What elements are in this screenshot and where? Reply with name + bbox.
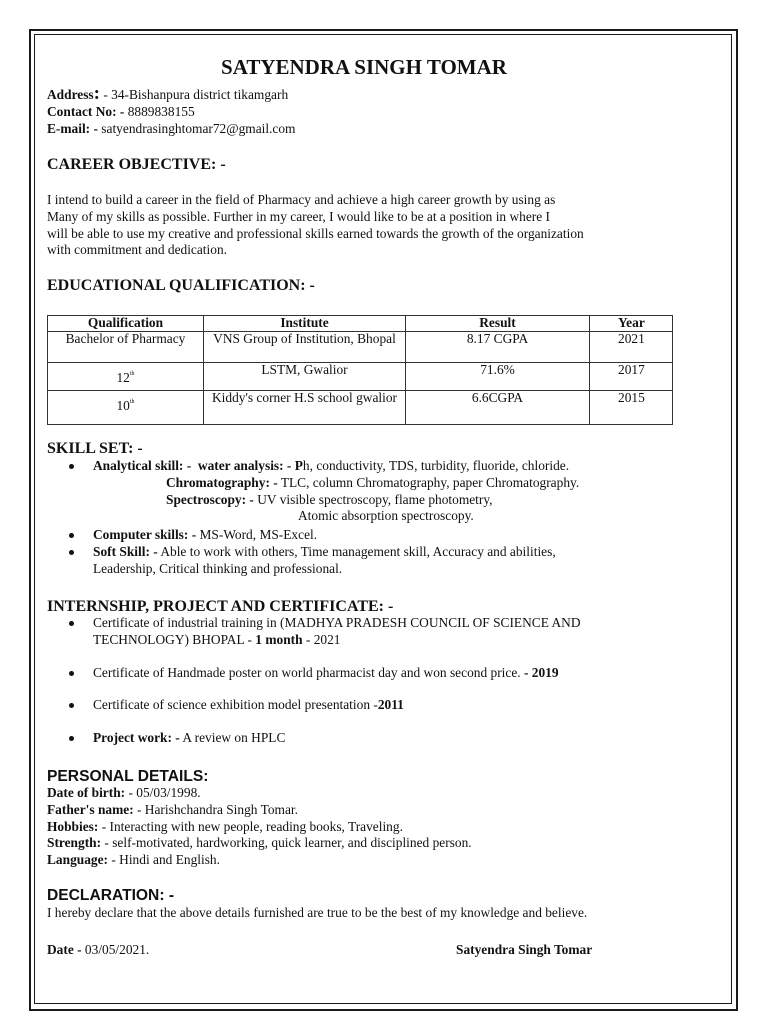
water-label: water analysis: - P (197, 458, 303, 473)
computer-value: MS-Word, MS-Excel. (196, 527, 318, 543)
bullet-icon (69, 671, 74, 676)
language-label: Language: (47, 852, 109, 868)
internship-list (47, 615, 687, 747)
bullet-icon (69, 464, 74, 469)
ordinal-suffix: th (129, 370, 135, 377)
phone-line (47, 104, 687, 121)
ordinal-suffix: th (129, 398, 135, 405)
soft-label: Soft Skill: - (93, 543, 158, 559)
address-colon: : (93, 83, 100, 104)
strength-label: Strength: (47, 835, 102, 851)
phone-value: 8889838155 (124, 103, 195, 119)
career-line: I intend to build a career in the field of Pharmacy and achieve a high career growth by using as (47, 192, 556, 207)
education-heading: EDUCATIONAL QUALIFICATION: - (47, 277, 315, 294)
dob-line (47, 785, 687, 802)
qualification-cell (48, 390, 204, 424)
institute-cell: Kiddy's corner H.S school gwalior (204, 390, 406, 424)
skills-heading: SKILL SET: - (47, 440, 143, 457)
father-label: Father's name: (47, 801, 134, 817)
certificate-line: Certificate of industrial training in (MADHYA PRADESH COUNCIL OF SCIENCE AND (93, 615, 581, 630)
list-item (47, 527, 687, 544)
bullet-icon (69, 533, 74, 538)
spectroscopy-value: UV visible spectroscopy, flame photometry, (253, 491, 493, 507)
language-line (47, 852, 687, 869)
bullet-icon (69, 621, 74, 626)
result-cell: 8.17 CGPA (406, 331, 590, 362)
certificate-line (93, 632, 687, 649)
education-table (47, 315, 673, 425)
personal-details (47, 785, 687, 869)
email-value: satyendrasinghtomar72@gmail.com (97, 120, 296, 136)
qualification-cell: Bachelor of Pharmacy (48, 331, 204, 362)
career-line: Many of my skills as possible. Further in my career, I would like to be at a position in where I (47, 208, 550, 224)
column-header: Result (406, 316, 590, 332)
spectroscopy-line-2: Atomic absorption spectroscopy. (298, 508, 474, 524)
email-label: E-mail: - (47, 120, 98, 136)
father-line (47, 802, 687, 819)
address-label: Address (47, 87, 94, 102)
analytical-label: Analytical skill: - (93, 458, 192, 473)
soft-value: Able to work with others, Time management skill, Accuracy and abilities, (157, 543, 556, 559)
date-line (47, 942, 149, 957)
signature-name: Satyendra Singh Tomar (456, 942, 593, 957)
project-value: A review on HPLC (179, 730, 286, 746)
project-label: Project work: - (93, 730, 180, 746)
column-header: Year (590, 316, 673, 332)
list-item (47, 697, 687, 714)
year-cell: 2015 (590, 390, 673, 424)
year-cell: 2017 (590, 362, 673, 390)
spectroscopy-label: Spectroscopy: - (166, 491, 254, 507)
address-line (47, 83, 687, 104)
bullet-icon (69, 736, 74, 741)
certificate-text: Certificate of science exhibition model presentation - (93, 697, 378, 713)
strength-line (47, 835, 687, 852)
candidate-name: SATYENDRA SINGH TOMAR (221, 55, 507, 79)
table-row (48, 390, 673, 424)
career-line: will be able to use my creative and professional skills earned towards the growth of the organization (47, 225, 584, 241)
institute-cell: VNS Group of Institution, Bhopal (204, 331, 406, 362)
hobbies-line (47, 819, 687, 836)
spectroscopy-line (47, 492, 687, 509)
qualification-number: 12 (116, 369, 130, 385)
list-item (47, 615, 687, 649)
list-item (47, 544, 687, 578)
education-table-wrap (47, 315, 687, 425)
dob-value: - 05/03/1998. (125, 785, 201, 800)
column-header: Qualification (48, 316, 204, 332)
table-header-row (48, 316, 673, 332)
table-row (48, 362, 673, 390)
address-value: - 34-Bishanpura district tikamgarh (99, 87, 289, 102)
certificate-duration: 1 month (255, 631, 303, 647)
qualification-number: 10 (116, 397, 130, 413)
language-value: - Hindi and English. (108, 852, 220, 868)
email-line (47, 121, 687, 138)
personal-heading: PERSONAL DETAILS: (47, 768, 209, 785)
computer-label: Computer skills: - (93, 527, 197, 543)
phone-label: Contact No: - (47, 103, 125, 119)
certificate-year: - 2019 (523, 664, 559, 680)
dob-label: Date of birth: (47, 785, 126, 800)
hobbies-value: - Interacting with new people, reading books, Traveling. (98, 818, 403, 834)
certificate-text: TECHNOLOGY) BHOPAL - (93, 631, 256, 647)
certificate-year: 2011 (377, 697, 404, 713)
career-line: with commitment and dedication. (47, 242, 227, 258)
strength-value: - self-motivated, hardworking, quick learner, and disciplined person. (101, 835, 472, 851)
date-label: Date - (47, 942, 82, 957)
bullet-icon (69, 550, 74, 555)
career-heading: CAREER OBJECTIVE: - (47, 156, 226, 173)
contact-block (47, 83, 687, 137)
table-row (48, 331, 673, 362)
internship-heading: INTERNSHIP, PROJECT AND CERTIFICATE: - (47, 598, 394, 615)
father-value: - Harishchandra Singh Tomar. (133, 801, 298, 817)
chromatography-label: Chromatography: - (166, 474, 278, 490)
declaration-text: I hereby declare that the above details furnished are true to be the best of my knowledge and believe. (47, 905, 588, 920)
declaration-heading: DECLARATION: - (47, 887, 175, 904)
chromatography-line (47, 475, 687, 492)
list-item (47, 665, 687, 682)
certificate-year: - 2021 (302, 631, 341, 647)
list-item (47, 730, 687, 747)
skills-list (47, 458, 687, 578)
signature-row (47, 942, 687, 959)
column-header: Institute (204, 316, 406, 332)
water-value: h, conductivity, TDS, turbidity, fluoride, chloride. (302, 458, 570, 473)
career-objective-text (47, 192, 687, 259)
hobbies-label: Hobbies: (47, 818, 99, 834)
result-cell: 71.6% (406, 362, 590, 390)
institute-cell: LSTM, Gwalior (204, 362, 406, 390)
list-item (47, 458, 687, 525)
bullet-icon (69, 703, 74, 708)
result-cell: 6.6CGPA (406, 390, 590, 424)
certificate-text: Certificate of Handmade poster on world pharmacist day and won second price. (93, 664, 524, 680)
soft-value-line-2: Leadership, Critical thinking and professional. (93, 560, 343, 576)
qualification-cell (48, 362, 204, 390)
date-value: 03/05/2021. (81, 942, 150, 957)
chromatography-value: TLC, column Chromatography, paper Chromatography. (277, 474, 580, 490)
year-cell: 2021 (590, 331, 673, 362)
